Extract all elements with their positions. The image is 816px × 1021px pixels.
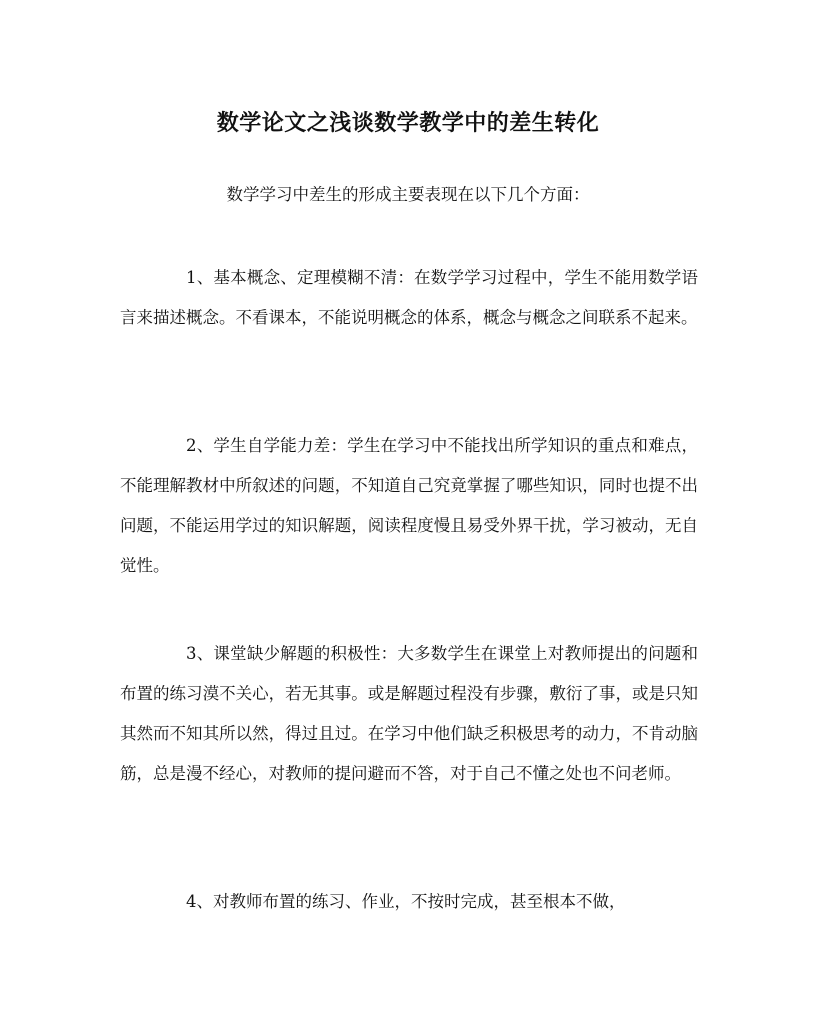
paragraph-2: 2、学生自学能力差：学生在学习中不能找出所学知识的重点和难点，不能理解教材中所叙述的问题，不知道自己究竟掌握了哪些知识，同时也提不出问题，不能运用学过的知识解题，阅读程度慢且易受外界干扰，学习被动，无自觉性。 [120, 436, 698, 575]
paragraph-3: 3、课堂缺少解题的积极性：大多数学生在课堂上对教师提出的问题和布置的练习漠不关心，若无其事。或是解题过程没有步骤，敷衍了事，或是只知其然而不知其所以然，得过且过。在学习中他们缺乏积极思考的动力，不肯动脑筋，总是漫不经心，对教师的提问避而不答，对于自己不懂之处也不问老师。 [120, 644, 698, 783]
paragraph-4: 4、对教师布置的练习、作业，不按时完成，甚至根本不做， [186, 892, 626, 911]
paragraph-1: 1、基本概念、定理模糊不清：在数学学习过程中，学生不能用数学语言来描述概念。不看课本，不能说明概念的体系，概念与概念之间联系不起来。 [120, 268, 698, 327]
document-title: 数学论文之浅谈数学教学中的差生转化 [216, 110, 600, 136]
intro-text: 数学学习中差生的形成主要表现在以下几个方面： [226, 185, 590, 204]
